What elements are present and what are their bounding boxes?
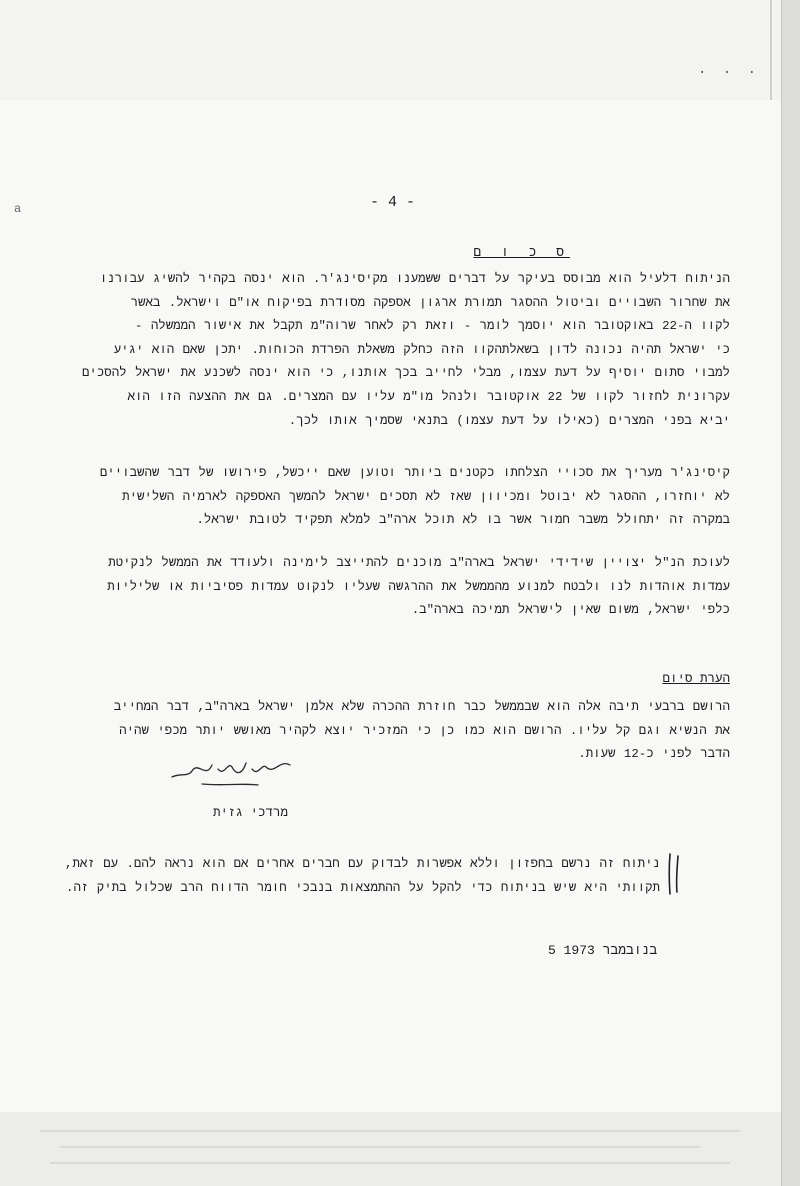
text-line: ניתוח זה נרשם בחפזון וללא אפשרות לבדוק עם חברים אחרים אם הוא נראה להם. עם זאת,	[65, 857, 660, 871]
back-sheet	[0, 0, 800, 110]
text-line: הניתוח דלעיל הוא מבוסס בעיקר על דברים ששמענו מקיסינג'ר. הוא ינסה בקהיר להשיג עבורנו	[99, 272, 730, 286]
bleed-through-line	[60, 1146, 700, 1148]
margin-check-mark	[664, 852, 686, 896]
bleed-through-line	[40, 1130, 740, 1132]
back-sheet-edge	[770, 0, 772, 110]
text-line: תקוותי היא שיש בניתוח כדי להקל על ההתמצאות בנבכי חומר הדווח הרב שכלול בתיק זה.	[66, 880, 660, 895]
text-line: את הנשיא וגם קל עליו. הרושם הוא כמו כן כי המזכיר יוצא לקהיר מאושש יותר מכפי שהיה	[119, 723, 730, 738]
right-page-edge	[781, 0, 800, 1186]
text-line: הרושם ברבעי תיבה אלה הוא שבממשל כבר חוזרת ההכרה שלא אלמן ישראל בארה"ב, דבר המחייב	[113, 700, 730, 714]
summary-paragraph-3	[10, 552, 730, 623]
left-margin-mark: a	[14, 202, 22, 216]
handwritten-signature	[162, 755, 302, 791]
text-line: עקרונית לחזור לקוו של 22 אוקטובר ולנהל מו"מ עליו עם המצרים. גם את ההצעה הזו הוא	[127, 389, 730, 404]
closing-note-title: הערת סיום	[662, 672, 730, 686]
text-line: לעוכת הנ"ל יצויין שידידי ישראל בארה"ב מוכנים להתייצב לימינה ולעודד את הממשל לנקיטת	[108, 556, 730, 570]
bottom-underlying-pages	[0, 1112, 800, 1186]
text-line: כי ישראל תהיה נכונה לדון בשאלתהקוו הזה כחלק משאלת הפרדת הכוחות. יתכן שאם הוא יגיע	[113, 342, 730, 357]
text-line: לא יוחזרו, ההסגר לא יבוטל ומכיוון שאז לא תסכים ישראל להמשך האספקה לארמיה השלישית	[122, 489, 730, 504]
summary-paragraph-1	[10, 268, 730, 433]
document-page	[0, 100, 782, 1112]
summary-paragraph-2	[10, 462, 730, 533]
text-line: במקרה זה יתחולל משבר חמור אשר בו לא תוכל ארה"ב למלא תפקיד לטובת ישראל.	[196, 513, 730, 528]
bleed-through-line	[50, 1162, 730, 1164]
disclaimer-paragraph	[10, 853, 660, 900]
text-line: יביא בפני המצרים (כאילו על דעת עצמו) בתנאי שסמיך אותו לכך.	[288, 413, 730, 428]
text-line: לקוו ה-22 באוקטובר הוא יוסמך לומר - וזאת רק לאחר שרוה"מ תקבל את אישור הממשלה -	[135, 319, 730, 334]
back-sheet-dots: . . .	[697, 62, 760, 78]
page-number: - 4 -	[370, 194, 416, 211]
text-line: קיסינג'ר מעריך את סכויי הצלחתו כקטנים ביותר וטוען שאם ייכשל, פירושו של דבר שהשבויים	[99, 466, 730, 480]
text-line: את שחרור השבויים וביטול ההסגר תמורת ארגון אספקה מסודרת בפיקוח או"ם וישראל. באשר	[130, 295, 730, 310]
text-line: עמדות אוהדות לנו ולבטח למנוע מהממשל את ההרגשה שעליו לנקוט עמדות פסיביות או שליליות	[107, 579, 730, 594]
text-line: כלפי ישראל, משום שאין לישראל תמיכה בארה"ב.	[411, 603, 730, 618]
signer-name: מרדכי גזית	[212, 806, 288, 820]
text-line: הדבר לפני כ-12 שעות.	[578, 747, 730, 762]
document-date: 5 בנובמבר 1973	[548, 943, 658, 958]
closing-note-paragraph	[10, 696, 730, 767]
summary-title: ס כ ו ם	[473, 245, 570, 260]
text-line: למבוי סתום יוסיף על דעת עצמו, מבלי לחייב בכך אותנו, כי הוא ינסה לשכנע את ישראל להסכים	[81, 366, 730, 381]
